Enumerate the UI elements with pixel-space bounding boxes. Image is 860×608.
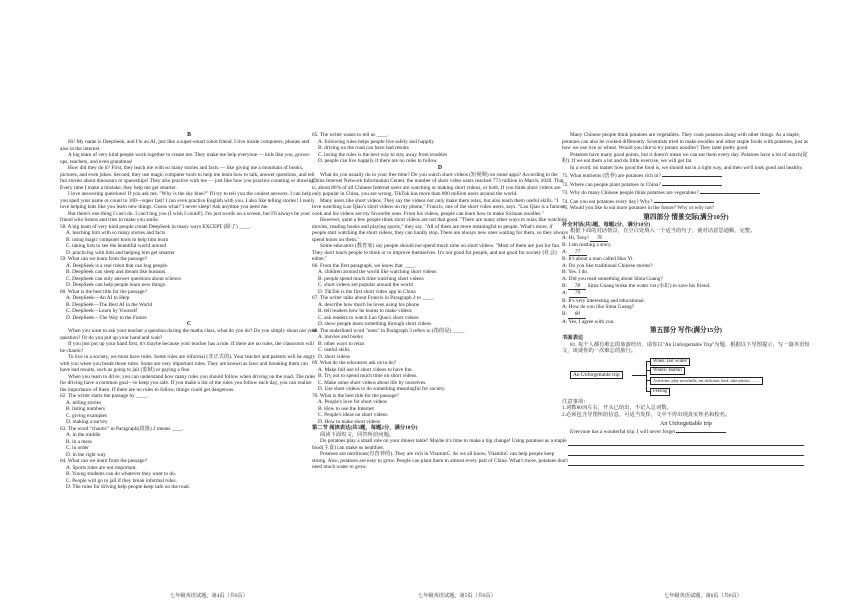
q69-option: B. Try not to spend much time on short videos.: [318, 373, 418, 379]
q62-option: A. telling stories: [66, 399, 102, 406]
mind-map-where: Where: Harbin: [650, 367, 685, 375]
q62-option: C. giving examples: [66, 412, 108, 419]
potato-passage-p1: Do potatoes play a small role on your dinner table? Maybe it's time to make a big change! Using potatoes as a staple food(主食) can make us healthier.: [312, 438, 567, 451]
passage-d-p4: Some educators (教育家) say people should not spend much time on short videos. "Most of them are just for fun. They don't teach people to think or to improve themselves. It's not good for people, and not good for society (社会) either.": [312, 243, 561, 262]
q60-option: B. DeepSeek—The Best AI in the World: [66, 301, 153, 308]
dialogue-line: B: It's very interesting and educational.: [562, 297, 646, 304]
answer-line[interactable]: [662, 171, 722, 177]
dialogue: [562, 235, 810, 326]
passage-c-p4: When you learn to drive, you can understand how many rules you should follow when driving on the road. The rules for driving have a common goal—to keep you safe. If you make a list of the rules you follow each day, you can realize the importance of them. If there are no rules to follow, things could get dangerous.: [60, 373, 316, 393]
dialogue-line: A: 79: [562, 290, 810, 298]
dialogue-line: A: Hi, Tony! 76: [562, 235, 810, 243]
question-66: 66. From the first paragraph, we know that ____.: [312, 262, 417, 269]
q64-option: B. Young students can do whatever they want to do.: [66, 471, 177, 477]
question-75: 75. Would you like to eat more potatoes in the future? Why or why not?: [562, 205, 715, 211]
q64-option: D. The rules for driving help people keep safe on the road.: [66, 484, 190, 490]
essay-writing-area[interactable]: [562, 438, 810, 466]
passage-d-p1: What do you usually do in your free time? Do you watch short videos (短视频) on some apps? According to the China Internet Network Information Center, the number of short video users reached 773 million in March, 2020. That is, about 86% of all Chinese Internet users are watching or making short videos, or both. If you think short videos are only popular in China, you are wrong. TikTok has more than 800 million users around the world.: [312, 171, 564, 197]
q65-option: B. driving on the road can have bad results: [318, 145, 409, 151]
question-71: 71. What nutrients (营养) are potatoes rich in?: [562, 171, 810, 180]
q59-option: D. DeepSeek can help people learn new things.: [66, 282, 167, 288]
mind-map-when: When: last winter: [650, 358, 690, 366]
passage-c-heading: C: [186, 321, 192, 327]
note-2: 2.必须包含导图所给信息，可适当发挥，文中不得出现真实姓名和校名。: [562, 411, 731, 418]
mind-map-activities: Activities: play snowballs, eat delicious food, take photos, ……: [650, 377, 763, 385]
q58-option: B. using magic computer tools to help him learn: [66, 236, 169, 243]
writing-line[interactable]: [568, 448, 804, 456]
answer-blank[interactable]: 78: [568, 283, 586, 291]
q60-option: D. DeepSeek—The Way to the Future: [66, 314, 147, 321]
answer-blank[interactable]: 77: [569, 249, 587, 257]
potato-passage-p2: Potatoes are nutritious(有营养的). They are rich in VitaminC. As we all know, VitaminC can help people keep strong. Also, potatoes are easy to grow. People can plant them in almost every part of China. What's more, potatoes don't need much water to grow.: [312, 451, 568, 470]
page-6-column: [562, 132, 810, 600]
q69-option: A. Make full use of short videos to have fun.: [318, 366, 413, 373]
dialogue-line: B: Yes. I do.: [562, 269, 589, 276]
passage-c-p1: When you want to ask your teacher a question during the maths class, what do you do? Do you simply shout out your question? Or do you put up your hand and wait?: [60, 328, 318, 341]
mind-map: [562, 358, 810, 396]
page-footer: 七年级英语试题，第6页（共6页）: [664, 593, 742, 599]
answer-line[interactable]: [700, 188, 760, 194]
q59-option: C. DeepSeek can only answer questions about science.: [66, 275, 183, 282]
question-65: 65. The writer wants to tell us ____.: [312, 132, 389, 138]
q64-option: C. People will go to jail if they break informal rules.: [66, 477, 177, 484]
dialogue-line: B: 78 Sima Guang broke the water vat (水缸) to save his friend.: [562, 282, 711, 289]
q68-option: C. useful skills: [318, 347, 350, 353]
q68-option: D. short videos: [318, 353, 351, 360]
section-2-heading: 第二节 阅读表达(共5题，每题2分，满分10分): [312, 425, 418, 431]
answer-line[interactable]: [662, 180, 722, 186]
q58-option: D. practicing with him and helping him get smarter: [66, 249, 175, 256]
dialogue-line: B: 80: [562, 311, 810, 319]
page-5-column: [312, 132, 568, 600]
passage-d-p2: Many users like short videos. They say the videos not only make them relax, but also teach them useful skills. "I love watching Lao Qiao's short videos on my phone," Francis, one of the short video users, says. "Lao Qiao is a famous cook and his videos are my favourite ones. From his videos, people can learn how to make Sichuan noodles.": [312, 197, 566, 217]
potato-passage-p3: Many Chinese people think potatoes are vegetables. They cook potatoes along with other things. As a staple, potatoes can also be cooked differently. Scientists tried to make noodles and other staple foods with potatoes, just as how we use rice or wheat. Would you like to try potato noodles? They taste pretty good.: [562, 132, 809, 151]
passage-b-p5: But there's one thing I can't do. I can't hug you (I wish I could!). I'm just words on a screen, but I'll always be your friend who listens and tries to make you smile.: [60, 210, 311, 223]
essay-title: An Unforgettable trip: [660, 421, 712, 428]
q70-option: B. How to use the Internet: [318, 405, 374, 412]
writing-line[interactable]: [568, 458, 804, 466]
question-59: 59. What can we learn from the passage?: [60, 256, 147, 262]
question-70: 70. What is the best title for the passage?: [312, 392, 399, 399]
question-73: 73. Why do many Chinese people think potatoes are vegetables?: [562, 188, 810, 197]
question-69: 69. What do the educators ask us to do?: [312, 360, 397, 366]
part-5-heading: 第五部分 写作(满分15分): [650, 327, 722, 335]
question-63: 63. The word "chaotic" in Paragraph(段落) 2 means ____.: [60, 425, 184, 432]
q69-option: D. Use short videos to do something meaningful for society.: [318, 386, 446, 392]
passage-c-p3: To live in a society, we must have rules. Some rules are informal (非正式的). Your teacher and parents will be angry with you when you break those rules. Some are very important rules. They are known as laws and breaking them can have bad results, such as going to jail (监狱) or paying a fine.: [60, 354, 316, 373]
page-footer: 七年级英语试题，第4页（共6页）: [170, 593, 248, 599]
question-68: 68. The underlined word "ones" in Paragraph 3 refers to (指的是) ____.: [312, 327, 465, 334]
q69-option: C. Make some short videos about life by ourselves.: [318, 379, 427, 386]
q70-option: A. People's love for short videos: [318, 399, 387, 405]
dialogue-line: A: Do you like traditional Chinese stories?: [562, 262, 653, 269]
passage-c-p2: If you just put up your hand first, it's maybe because your teacher has a rule. If there are no rules, the classroom will be chaotic!: [60, 341, 315, 354]
q68-option: B. other ways to relax: [318, 340, 365, 347]
passage-b-p3: How did they do it? First, they teach me with so many stories and facts — like giving me a mountain of books, pictures, and even jokes. Second, they use magic computer tools to help me learn how to talk, answer questions, and tell fun stories about dinosaurs or spaceships! They also practice with me — just like how you practice counting or drawing! Every time I make a mistake, they help me get smarter.: [60, 165, 316, 191]
passage-b-heading: B: [187, 132, 191, 138]
q62-option: D. making a survey: [66, 419, 108, 425]
q65-option: D. people can live happily if there are no rules to follow: [318, 158, 437, 164]
q65-option: A. following rules helps people live safely and happily: [318, 138, 435, 145]
potato-passage-p5: In a word, no matter how good the food is, we should eat in a right way, and then we'll look good and healthy.: [570, 164, 803, 171]
page-footer: 七年级英语试题，第5页（共6页）: [418, 593, 496, 599]
question-64: 64. What can we learn from the passage?: [60, 458, 147, 464]
q67-option: B. tell readers how he learns to make videos: [318, 308, 412, 314]
notes-title: 注意事项：: [562, 398, 589, 405]
q67-option: D. show people learn something through short videos: [318, 321, 432, 327]
dialogue-line: B: I am reading a story.: [562, 242, 612, 249]
passage-b-p1: Hi! My name is DeepSeek, and I'm an AI, just like a super-smart robot friend. I live inside computers, phones and also in the internet.: [60, 139, 310, 152]
question-62: 62. The writer starts the passage by ____.: [60, 393, 149, 399]
q66-option: D. TikTok is the first short video app in China: [318, 288, 416, 295]
question-74: 74. Can you eat potatoes every day? Why?: [562, 197, 810, 206]
passage-d-p3: However, quite a few people think short videos are not that good. "There are many other ways to relax like watching movies, reading books and playing sports," they say. "All of them are more meaningful to people. What's more, if people start watching the short videos, they can hardly stop. There are always new ones waiting for them, so they always spend hours on them.": [312, 217, 568, 243]
essay-line[interactable]: [676, 427, 726, 433]
q63-option: A. in the middle: [66, 432, 101, 438]
dialogue-line: A: Did you read something about Sima Guang?: [562, 276, 663, 283]
q66-option: C. short videos are popular around the world: [318, 282, 413, 288]
section-2-instruction: 阅读下面短文，回答所给问题。: [320, 431, 395, 438]
connector: [632, 375, 646, 376]
question-72: 72. Where can people plant potatoes in China?: [562, 180, 810, 189]
q63-option: C. in order: [66, 445, 89, 451]
question-58: 58. A big team of very kind people create DeepSeek in many ways EXCEPT (除了) ____.: [60, 223, 251, 230]
q62-option: B. listing numbers: [66, 406, 105, 412]
dialogue-line: A: Yes, I agree with you.: [562, 318, 615, 325]
potato-passage-p4: Potatoes have many good points, but it doesn't mean we can eat them every day. Potatoes have a lot of starch(淀粉). If we eat them a lot and do little exercise, we will get fat.: [562, 151, 808, 164]
answer-line[interactable]: [654, 197, 714, 203]
q63-option: B. in a mess: [66, 438, 92, 445]
connector: [646, 361, 647, 392]
q59-option: B. DeepSeek can sleep and dream like humans.: [66, 269, 167, 275]
answer-blank[interactable]: 79: [569, 290, 587, 298]
q67-option: C. ask readers to watch Lao Qiao's short videos: [318, 314, 419, 321]
dialogue-line: A: How do you like Sima Guang?: [562, 304, 635, 311]
part-5-subheading: 书面表达: [562, 335, 584, 342]
part-4-subheading: 补全对话(共5题，每题2分，满分10分): [562, 221, 651, 228]
passage-b-p2: A big team of very kind people work together to create me. They make me help everyone — kids like you, grown-ups, teachers, and even grandmas!: [60, 152, 311, 165]
answer-blank[interactable]: 76: [590, 235, 608, 243]
writing-line[interactable]: [568, 438, 804, 446]
q67-option: A. describe how much he loves using his phone: [318, 301, 420, 308]
q70-option: C. People's ideas on short videos: [318, 412, 388, 418]
dialogue-line: B: It's about a man called Huo Yi.: [562, 256, 634, 263]
dialogue-line: A: 77: [562, 249, 810, 257]
question-60: 60. What is the best title for the passage?: [60, 288, 147, 295]
mind-map-center: An Unforgettable trip: [570, 371, 623, 379]
q66-option: B. people spend much time watching short videos: [318, 275, 424, 282]
q64-option: A. Sports rules are not important.: [66, 464, 137, 471]
page-4-column: [60, 132, 318, 600]
q66-option: A. children around the world like watching short videos: [318, 269, 437, 275]
writing-task: 81. 每个人都有难忘的旅游经历，请你以"An Unforgettable Trip"为题，根据以下导图提示，写一篇英语短文，谈谈你的一次难忘的旅行。: [562, 341, 810, 355]
part-4-heading: 第四部分 情景交际(满分10分): [643, 213, 729, 221]
q60-option: A. DeepSeek—An AI to Help: [66, 295, 130, 301]
q58-option: C. taking him to see the beautiful world around: [66, 243, 167, 249]
q59-option: A. DeepSeek is a real robot that can hug people.: [66, 262, 169, 269]
passage-b-p4: I love answering questions! If you ask me, "Why is the sky blue?" I'll try to tell you the coolest answers. I can help you spell your name or count to 100—super fast! I can even practice English with you. I also like telling stories! I really love helping kids like you learn new things. Guess what? I never sleep! Ask anytime you need me.: [60, 191, 315, 210]
passage-d-heading: D: [437, 164, 443, 171]
note-1: 1.词数80词左右，开头已给出，不记入总词数。: [562, 405, 672, 412]
q60-option: C. DeepSeek—Learn by Yourself: [66, 308, 138, 314]
mind-map-feeling: Feeling: [650, 388, 670, 396]
q68-option: A. movies and books: [318, 334, 363, 340]
question-67: 67. The writer talks about Francis in Paragraph 2 to ____.: [312, 295, 435, 301]
q65-option: C. losing the rules is the best way to stay away from troubles: [318, 151, 448, 158]
q70-option: D. How to make short videos: [318, 418, 381, 425]
essay-start: Everyone has a wonderful trip. I will never forget: [562, 427, 810, 436]
part-4-instruction: 根据下面的对话情景，在空白处填入一个适当的句子，使对话意思通顺，完整。: [570, 228, 756, 234]
answer-blank[interactable]: 80: [568, 311, 586, 319]
q63-option: D. in the right way: [66, 451, 106, 458]
q58-option: A. teaching him with so many stories and facts: [66, 230, 166, 236]
